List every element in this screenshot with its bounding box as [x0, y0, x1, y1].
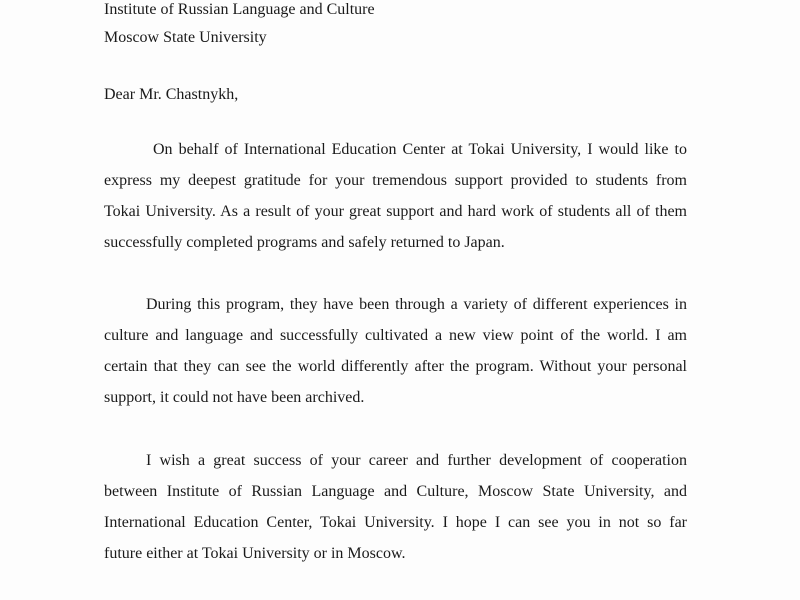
- paragraph-1-line: express my deepest gratitude for your tremendous support provided to students from: [104, 172, 687, 189]
- paragraph-2-line: culture and language and successfully cultivated a new view point of the world. I am: [104, 327, 687, 344]
- salutation: Dear Mr. Chastnykh,: [104, 86, 239, 103]
- address-line-university: Moscow State University: [104, 29, 267, 46]
- address-line-institute: Institute of Russian Language and Culture: [104, 1, 375, 18]
- paragraph-2-line: support, it could not have been archived.: [104, 389, 365, 406]
- paragraph-3-line: future either at Tokai University or in Moscow.: [104, 545, 406, 562]
- paragraph-1-line: successfully completed programs and safely returned to Japan.: [104, 234, 505, 251]
- paragraph-1-line: Tokai University. As a result of your great support and hard work of students all of them: [104, 203, 687, 220]
- paragraph-3-line: between Institute of Russian Language and Culture, Moscow State University, and: [104, 483, 687, 500]
- paragraph-2-line: During this program, they have been through a variety of different experiences in: [146, 296, 687, 313]
- paragraph-3-line: International Education Center, Tokai University. I hope I can see you in not so far: [104, 514, 687, 531]
- paragraph-3-line: I wish a great success of your career and further development of cooperation: [146, 452, 687, 469]
- paragraph-2-line: certain that they can see the world differently after the program. Without your personal: [104, 358, 687, 375]
- paragraph-1-line: On behalf of International Education Center at Tokai University, I would like to: [153, 141, 687, 158]
